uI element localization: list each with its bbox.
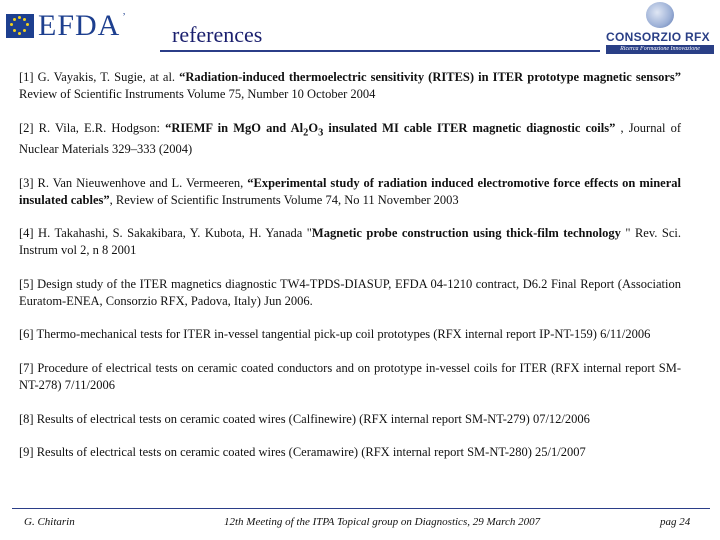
reference-item-8: [8] Results of electrical tests on ceramic coated wires (Calfinewire) (RFX internal report SM-NT-279) 07/12/2006: [19, 411, 590, 426]
footer-author: G. Chitarin: [24, 516, 75, 528]
rfx-emblem-icon: [646, 2, 674, 28]
efda-logo: [6, 9, 126, 42]
efda-trademark: ’: [122, 12, 126, 23]
reference-item-9: [9] Results of electrical tests on ceramic coated wires (Ceramawire) (RFX internal report SM-NT-280) 25/1/2007: [19, 445, 586, 460]
reference-item-1: [1] G. Vayakis, T. Sugie, at al. “Radiation-induced thermoelectric sensitivity (RITES) in ITER prototype magnetic sensors” Review of Scientific Instruments Volume 75, Number 10 October 2004: [19, 70, 682, 101]
reference-item-5: [5] Design study of the ITER magnetics diagnostic TW4-TPDS-DIASUP, EFDA 04-1210 contract, D6.2 Final Report (Association Euratom-ENEA, Consorzio RFX, Padova, Italy) Jun 2006.: [19, 276, 681, 308]
reference-item-3: [3] R. Van Nieuwenhove and L. Vermeeren, “Experimental study of radiation induced electromotive force effects on mineral insulated cables”, Review of Scientific Instruments Volume 74, No 11 November 2003: [19, 175, 682, 207]
efda-logo-text: EFDA: [38, 9, 121, 42]
reference-item-6: [6] Thermo-mechanical tests for ITER in-vessel tangential pick-up coil prototypes (RFX internal report IP-NT-159) 6/11/2006: [19, 327, 651, 342]
footer-divider: [12, 508, 710, 509]
reference-item-2: [2] R. Vila, E.R. Hodgson: “RIEMF in MgO and $Al_2O_3$ insulated MI cable ITER magnetic diagnostic coils” , Journal of Nuclear Materials 329–333 (2004): [19, 120, 682, 157]
title-underline: [160, 50, 600, 52]
slide-header: [0, 0, 720, 62]
rfx-tagline: Ricerca Formazione Innovazione: [606, 45, 714, 54]
rfx-logo-text: CONSORZIO RFX: [606, 30, 710, 44]
eu-flag-icon: [6, 14, 34, 38]
page-title: references: [172, 22, 263, 47]
reference-item-4: [4] H. Takahashi, S. Sakakibara, Y. Kubota, H. Yanada "Magnetic probe construction using thick-film technology " Rev. Sci. Instrum vol 2, n 8 2001: [19, 226, 681, 258]
reference-list: [19, 69, 681, 478]
rfx-logo: [602, 0, 718, 56]
reference-item-7: [7] Procedure of electrical tests on ceramic coated conductors and on prototype in-vessel coils for ITER (RFX internal report SM-NT-278) 7/11/2006: [19, 361, 681, 393]
footer-meeting: 12th Meeting of the ITPA Topical group on Diagnostics, 29 March 2007: [224, 516, 541, 528]
footer-page-number: pag 24: [660, 516, 691, 528]
